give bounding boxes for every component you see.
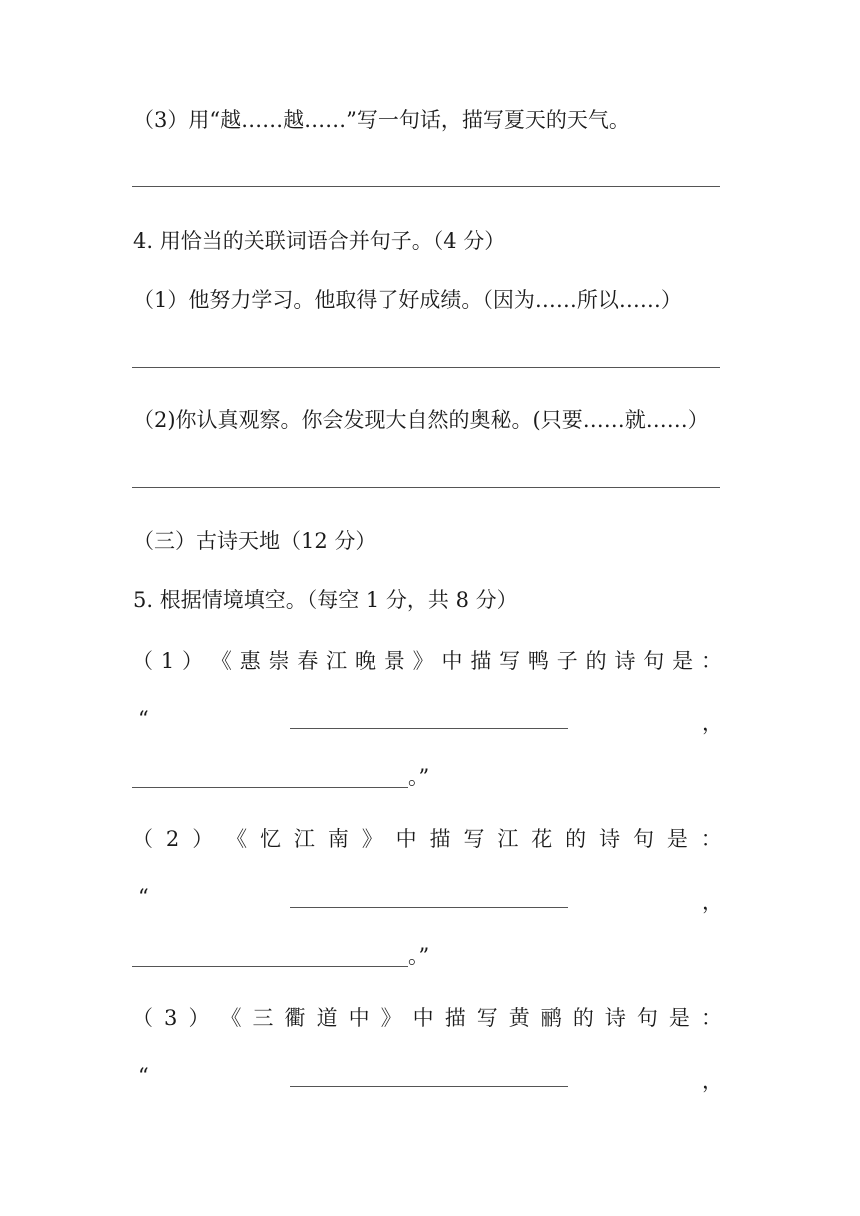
q5-3-char: 道 [316, 1006, 338, 1030]
q5-3-char: 黄 [508, 1006, 530, 1030]
q5-1-char: 《 [210, 649, 232, 673]
q5-1-char: ） [182, 649, 204, 673]
open-quote-5-2: “ [138, 885, 149, 909]
q5-3-char: ） [188, 1006, 210, 1030]
q5-3-char: 是 [668, 1006, 690, 1030]
q5-1-char: 景 [383, 649, 405, 673]
q5-1-char: ： [700, 649, 722, 673]
q5-1-char: 句 [643, 649, 665, 673]
q5-2-char: 诗 [599, 827, 621, 851]
q5-3-char: 3 [164, 1006, 178, 1030]
q5-2-char: （ [132, 827, 153, 851]
q5-2-char: 中 [395, 827, 417, 851]
q5-1-char: 子 [556, 649, 578, 673]
end-quote-5-1: 。” [408, 765, 430, 789]
q5-3-char: 的 [572, 1006, 594, 1030]
q5-1-char: 诗 [614, 649, 636, 673]
comma-5-1: ， [702, 711, 723, 735]
q5-2-char: 句 [632, 827, 654, 851]
q5-2-char: ） [192, 827, 214, 851]
q5-2-char: 描 [429, 827, 451, 851]
answer-line-4-2[interactable] [132, 487, 720, 488]
open-quote-5-3: “ [138, 1064, 149, 1088]
q5-2-char: 花 [531, 827, 553, 851]
q5-2-char: 江 [497, 827, 519, 851]
open-quote-5-1: “ [138, 707, 149, 731]
q5-1-char: 惠 [239, 649, 261, 673]
q5-1-char: 的 [585, 649, 607, 673]
q5-3-char: 句 [636, 1006, 658, 1030]
q5-2-char: 写 [463, 827, 485, 851]
q5-3-char: （ [132, 1006, 153, 1030]
q5-2-char: ： [700, 827, 722, 851]
q5-2-char: 2 [165, 827, 180, 851]
answer-line-5-1a[interactable] [290, 728, 568, 729]
q5-3-char: 诗 [604, 1006, 626, 1030]
q5-1-char: 写 [499, 649, 521, 673]
q5-2-char: 《 [226, 827, 248, 851]
q5-1-char: 春 [297, 649, 319, 673]
q5-3-char: ： [700, 1006, 722, 1030]
answer-line-4-1[interactable] [132, 367, 720, 368]
q5-1-char: （ [132, 649, 153, 673]
q5-2-char: 是 [666, 827, 688, 851]
q5-3-char: 写 [476, 1006, 498, 1030]
q5-1-char: 中 [441, 649, 463, 673]
question-5-2 [132, 824, 722, 854]
q5-1-char: 崇 [268, 649, 290, 673]
comma-5-3: ， [702, 1069, 723, 1093]
q5-1-char: 晚 [355, 649, 376, 673]
q5-3-char: 三 [252, 1006, 274, 1030]
question-5-1 [132, 646, 722, 676]
question-4-2: （2)你认真观察。你会发现大自然的奥秘。(只要……就……） [133, 408, 709, 432]
q5-3-char: 鹂 [540, 1006, 562, 1030]
section-title-poetry: （三）古诗天地（12 分） [133, 529, 377, 553]
q5-3-char: 衢 [284, 1006, 306, 1030]
q5-3-char: 》 [380, 1006, 402, 1030]
answer-line-5-2a[interactable] [290, 907, 568, 908]
question-5-title: 5. 根据情境填空。（每空 1 分，共 8 分） [133, 588, 518, 612]
question-5-3 [132, 1003, 722, 1033]
q5-2-char: 江 [293, 827, 315, 851]
q5-3-char: 《 [220, 1006, 242, 1030]
end-quote-5-2: 。” [408, 944, 430, 968]
comma-5-2: ， [702, 890, 723, 914]
question-4-1: （1）他努力学习。他取得了好成绩。（因为……所以……） [133, 288, 682, 312]
q5-1-char: 1 [160, 649, 175, 673]
q5-3-char: 中 [412, 1006, 434, 1030]
answer-line-3-3[interactable] [132, 186, 720, 187]
q5-1-char: 描 [470, 649, 492, 673]
answer-line-5-3a[interactable] [290, 1086, 568, 1087]
answer-line-5-2b[interactable] [132, 966, 408, 967]
q5-1-char: 是 [672, 649, 694, 673]
answer-line-5-1b[interactable] [132, 787, 408, 788]
q5-2-char: 忆 [260, 827, 281, 851]
q5-1-char: 鸭 [527, 649, 549, 673]
question-3-3: （3）用“越……越……”写一句话，描写夏天的天气。 [133, 108, 630, 132]
q5-2-char: 南 [327, 827, 349, 851]
question-4-title: 4. 用恰当的关联词语合并句子。（4 分） [133, 229, 506, 253]
q5-1-char: 江 [326, 649, 348, 673]
q5-1-char: 》 [412, 649, 434, 673]
q5-3-char: 中 [348, 1006, 370, 1030]
q5-2-char: 》 [361, 827, 383, 851]
q5-3-char: 描 [444, 1006, 466, 1030]
q5-2-char: 的 [565, 827, 587, 851]
